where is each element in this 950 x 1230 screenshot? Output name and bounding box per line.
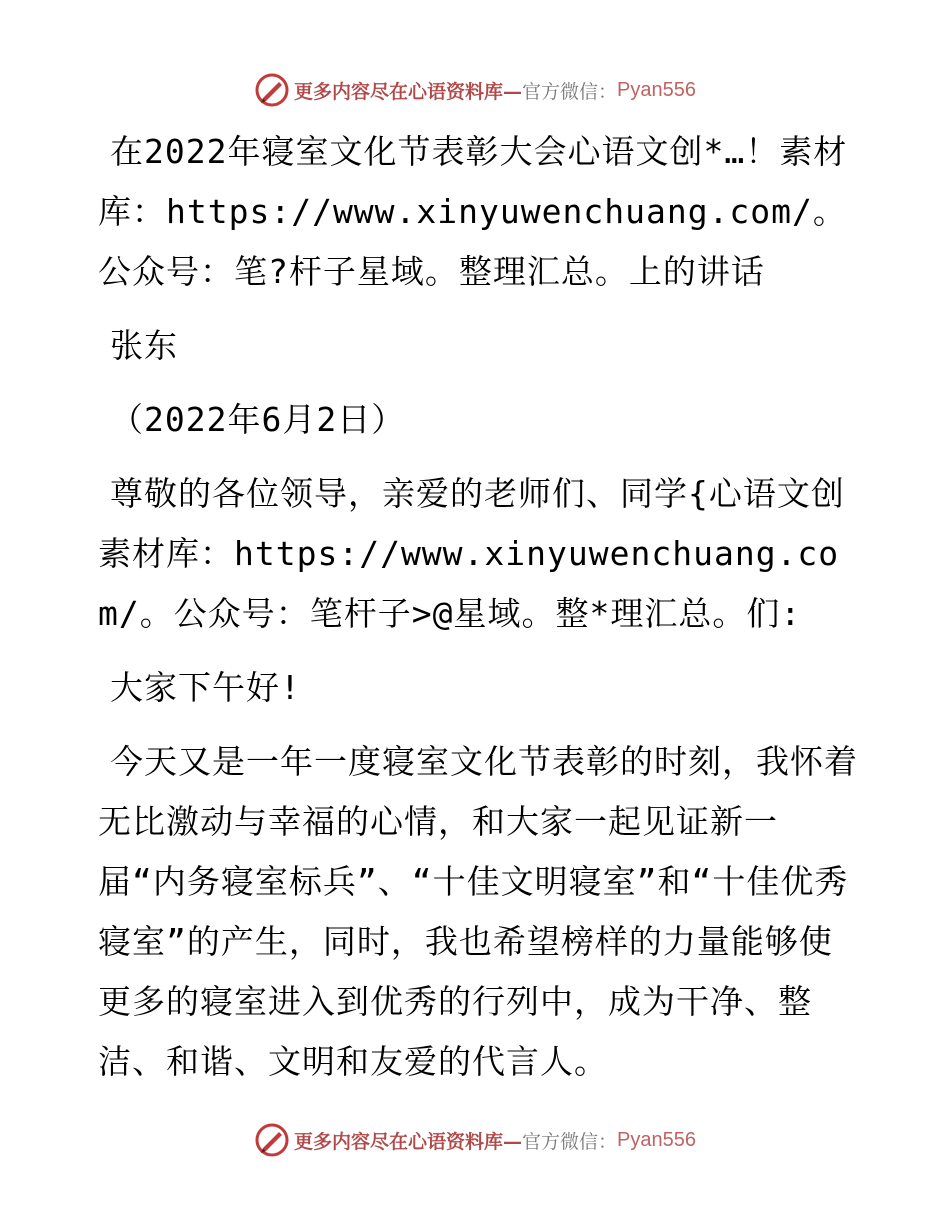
pen-logo-icon: [254, 72, 290, 108]
salutation: 尊敬的各位领导，亲爱的老师们、同学{心语文创素材库：https://www.xinyuwenchuang.com/。公众号：笔杆子>@星域。整*理汇总。们:: [98, 474, 845, 633]
header-banner: [0, 70, 950, 110]
banner-text: 更多内容尽在心语资料库—: [294, 1130, 523, 1153]
banner-wechat-label: 官方微信：: [522, 1130, 618, 1153]
speech-date: （2022年6月2日）: [110, 400, 406, 439]
banner-wechat-label: 官方微信：: [522, 80, 618, 103]
footer-banner: [0, 1120, 950, 1160]
speech-title: 在2022年寝室文化节表彰大会心语文创*…！素材库：https://www.xinyuwenchuang.com/。公众号：笔?杆子星域。整理汇总。上的讲话: [98, 132, 848, 291]
pen-logo-icon: [254, 1122, 290, 1158]
document-body: [98, 122, 858, 1092]
banner-text: 更多内容尽在心语资料库—: [294, 80, 523, 103]
banner-wechat-id: Pyan556: [617, 78, 696, 101]
banner-wechat-id: Pyan556: [617, 1128, 696, 1151]
body-paragraph: 今天又是一年一度寝室文化节表彰的时刻，我怀着无比激动与幸福的心情，和大家一起见证新一届“内务寝室标兵”、“十佳文明寝室”和“十佳优秀寝室”的产生，同时，我也希望榜样的力量能够使更多的寝室进入到优秀的行列中，成为干净、整洁、和谐、文明和友爱的代言人。: [98, 742, 858, 1081]
speaker-name: 张东: [110, 326, 178, 365]
greeting: 大家下午好!: [110, 668, 301, 707]
